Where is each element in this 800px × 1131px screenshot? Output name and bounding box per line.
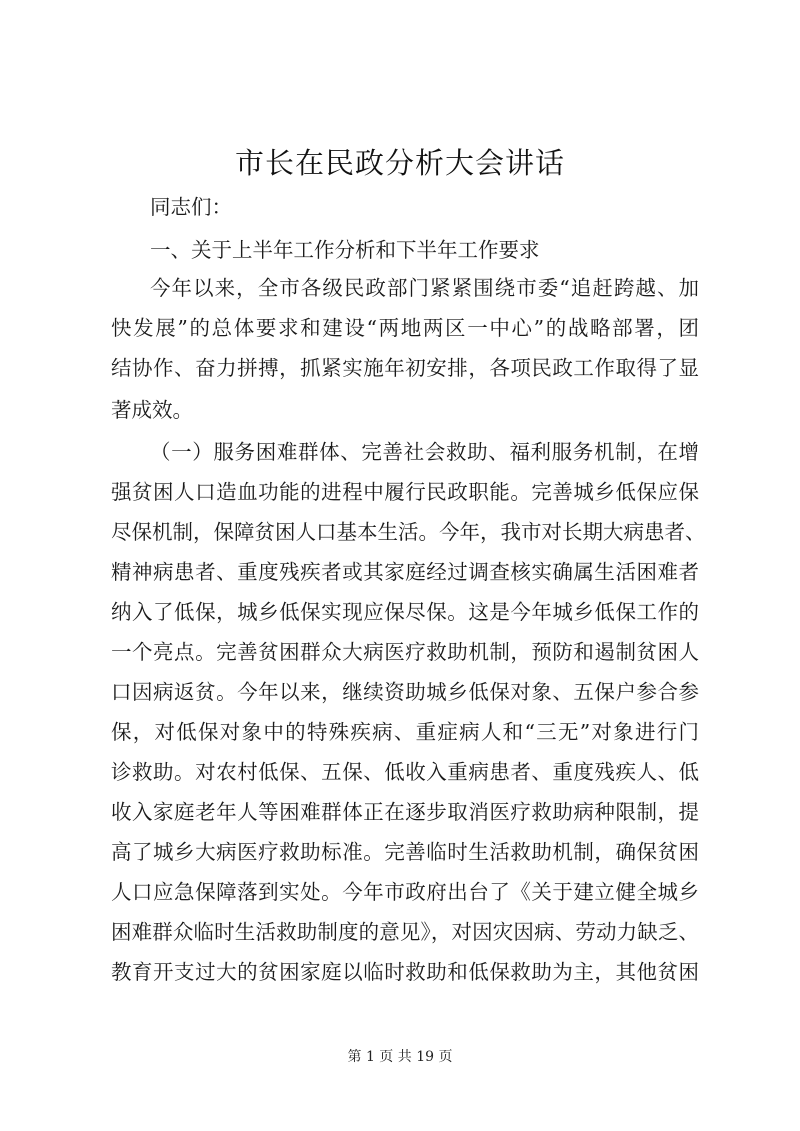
page-indicator: 第 1 页 共 19 页 [347, 1049, 453, 1065]
body-line [0, 432, 800, 472]
body-text: 纳入了低保，城乡低保实现应保尽保。这是今年城乡低保工作的 [111, 600, 699, 624]
salutation-line [0, 187, 800, 227]
body-text: 结协作、奋力拼搏，抓紧实施年初安排，各项民政工作取得了显 [111, 356, 699, 380]
body-line [0, 792, 800, 832]
body-text: 今年以来，全市各级民政部门紧紧围绕市委“追赶跨越、加 [150, 276, 699, 300]
body-line [0, 268, 800, 308]
body-text: 人口应急保障落到实处。今年市政府出台了《关于建立健全城乡 [111, 880, 699, 904]
salutation: 同志们： [150, 195, 232, 219]
body-line [0, 952, 800, 992]
section-heading: 一、关于上半年工作分析和下半年工作要求 [150, 238, 540, 262]
body-line [0, 832, 800, 872]
body-text: 诊救助。对农村低保、五保、低收入重病患者、重度残疾人、低 [111, 760, 699, 784]
body-text: 著成效。 [111, 398, 193, 422]
body-line [0, 592, 800, 632]
body-line [0, 672, 800, 712]
body-line [0, 390, 800, 430]
body-line [0, 712, 800, 752]
body-line [0, 632, 800, 672]
body-line [0, 348, 800, 388]
section-heading-line [0, 230, 800, 270]
body-line [0, 512, 800, 552]
body-text: （一）服务困难群体、完善社会救助、福利服务机制，在增 [150, 440, 699, 464]
body-line [0, 872, 800, 912]
body-line [0, 912, 800, 952]
body-text: 教育开支过大的贫困家庭以临时救助和低保救助为主，其他贫困 [111, 960, 699, 984]
body-text: 高了城乡大病医疗救助标准。完善临时生活救助机制，确保贫困 [111, 840, 699, 864]
body-line [0, 552, 800, 592]
body-line [0, 308, 800, 348]
body-text: 困难群众临时生活救助制度的意见》，对因灾因病、劳动力缺乏、 [111, 920, 699, 944]
body-text: 口因病返贫。今年以来，继续资助城乡低保对象、五保户参合参 [111, 680, 699, 704]
body-text: 快发展”的总体要求和建设“两地两区一中心”的战略部署，团 [111, 316, 699, 340]
body-text: 精神病患者、重度残疾者或其家庭经过调查核实确属生活困难者 [111, 560, 699, 584]
body-text: 一个亮点。完善贫困群众大病医疗救助机制，预防和遏制贫困人 [111, 640, 699, 664]
body-text: 尽保机制，保障贫困人口基本生活。今年，我市对长期大病患者、 [111, 520, 706, 544]
document-title: 市长在民政分析大会讲话 [234, 146, 565, 180]
body-text: 收入家庭老年人等困难群体正在逐步取消医疗救助病种限制，提 [111, 800, 699, 824]
body-text: 保，对低保对象中的特殊疾病、重症病人和“三无”对象进行门 [111, 720, 699, 744]
body-line [0, 472, 800, 512]
body-line [0, 752, 800, 792]
body-text: 强贫困人口造血功能的进程中履行民政职能。完善城乡低保应保 [111, 480, 699, 504]
